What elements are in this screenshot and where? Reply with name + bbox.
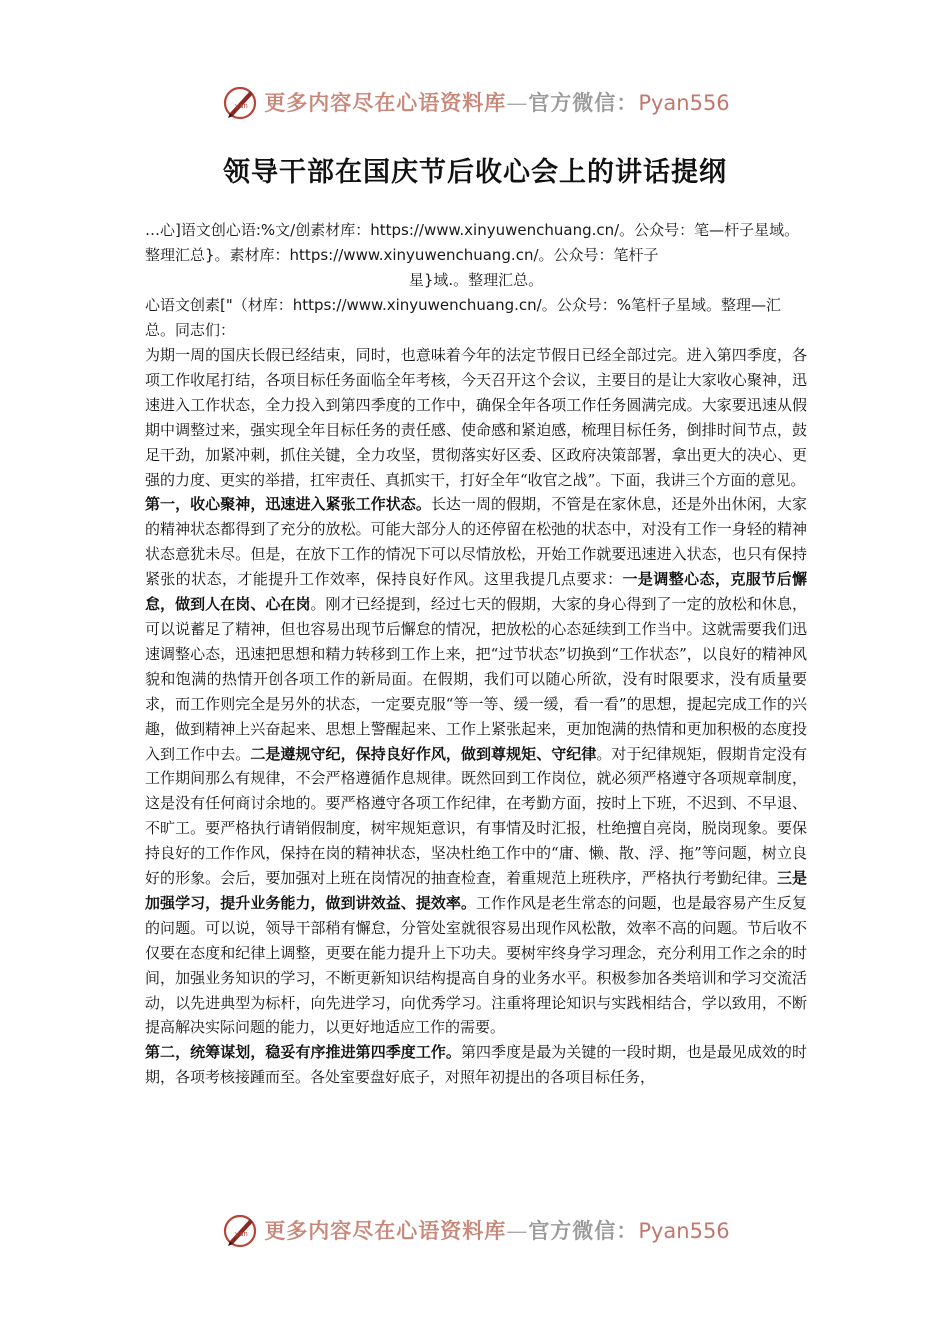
section-one-text: 长达一周的假期，不管是在家休息，还是外出休闲，大家的精神状态都得到了充分的放松。可能大部分人的还停留在松弛的状态中，对没有工作一身轻的精神状态意犹未尽。但是，在放下工作的情况下可以尽情放松，开始工作就要迅速进入状态，也只有保持紧张的状态，才能提升工作效率，保持良好作风。这里我提几点要求： — [145, 495, 807, 589]
banner-weixin-label: 官方微信： — [528, 90, 639, 115]
banner-separator: — — [506, 1219, 529, 1243]
section-two-paragraph — [145, 1040, 807, 1090]
point-three-heading: 三是加强学习，提升业务能力，做到讲效益、提效率。 — [145, 869, 807, 912]
svg-text:yan: yan — [235, 1230, 249, 1238]
section-two-text: 第四季度是最为关键的一段时期，也是最见成效的时期，各项考核接踵而至。各处室要盘好底子，对照年初提出的各项目标任务， — [145, 1043, 807, 1087]
point-one-text: 。刚才已经提到，经过七天的假期，大家的身心得到了一定的放松和休息，可以说蓄足了精神，但也容易出现节后懈怠的情况，把放松的心态延续到工作当中。这就需要我们迅速调整心态，迅速把思想和精力转移到工作上来，把“过节状态”切换到“工作状态”，以良好的精神风貌和饱满的热情开创各项工作的新局面。在假期，我们可以随心所欲，没有时限要求，没有质量要求，而工作则完全是另外的状态，一定要克服“等一等、缓一缓，看一看”的思想，提起完成工作的兴趣，做到精神上兴奋起来、思想上警醒起来、工作上紧张起来，更加饱满的热情和更加积极的态度投入到工作中去。 — [145, 595, 807, 763]
footer-banner — [0, 1208, 950, 1252]
point-three-text: 工作作风是老生常态的问题，也是最容易产生反复的问题。可以说，领导干部稍有懈怠，分管处室就很容易出现作风松散，效率不高的问题。节后收不仅要在态度和纪律上调整，更要在能力提升上下功夫。要树牢终身学习理念，充分利用工作之余的时间，加强业务知识的学习，不断更新知识结构提高自身的业务水平。积极参加各类培训和学习交流活动，以先进典型为标杆，向先进学习，向优秀学习。注重将理论知识与实践相结合，学以致用，不断提高解决实际问题的能力，以更好地适应工作的需要。 — [145, 893, 807, 1037]
section-one-heading: 第一，收心聚神，迅速进入紧张工作状态。 — [145, 495, 431, 514]
pen-logo-icon — [220, 1210, 260, 1250]
banner-text — [264, 87, 729, 117]
svg-text:yan: yan — [235, 102, 249, 110]
document-title: 领导干部在国庆节后收心会上的讲话提纲 — [223, 157, 727, 188]
section-one-paragraph — [145, 492, 807, 1040]
banner-main-text: 更多内容尽在心语资料库 — [264, 90, 507, 115]
source-note-line: …心]语文创心语:%文/创素材库：https://www.xinyuwenchuang.cn/。公众号：笔—杆子星域。整理汇总}。素材库：https://www.xinyuwenchuang.cn/。公众号：笔杆子 — [145, 221, 800, 264]
point-two-text: 。对于纪律规矩，假期肯定没有工作期间那么有规律，不会严格遵循作息规律。既然回到工作岗位，就必须严格遵守各项规章制度，这是没有任何商讨余地的。要严格遵守各项工作纪律，在考勤方面，按时上下班，不迟到、不早退、不旷工。要严格执行请销假制度，树牢规矩意识，有事情及时汇报，杜绝擅自亮岗，脱岗现象。要保持良好的工作作风，保持在岗的精神状态，坚决杜绝工作中的“庸、懒、散、浮、拖”等问题，树立良好的形象。会后，要加强对上班在岗情况的抽查检查，着重规范上班秩序，严格执行考勤纪律。 — [145, 744, 807, 888]
banner-main-text: 更多内容尽在心语资料库 — [264, 1218, 507, 1243]
banner-wechat-id: Pyan556 — [638, 91, 730, 115]
banner-text — [264, 1215, 729, 1245]
banner-wechat-id: Pyan556 — [638, 1219, 730, 1243]
banner-separator: — — [506, 91, 529, 115]
source-note-line: 星}域.。整理汇总。 — [408, 271, 544, 289]
point-one-heading: 一是调整心态，克服节后懈怠，做到人在岗、心在岗 — [145, 570, 807, 614]
section-two-heading: 第二，统筹谋划，稳妥有序推进第四季度工作。 — [145, 1043, 461, 1062]
pen-logo-icon — [220, 82, 260, 122]
point-two-heading: 二是遵规守纪，保持良好作风，做到尊规矩、守纪律 — [250, 744, 597, 763]
banner-weixin-label: 官方微信： — [528, 1218, 639, 1243]
source-note-line: 心语文创素["（材库：https://www.xinyuwenchuang.cn/。公众号：%笔杆子星域。整理—汇总。同志们： — [145, 296, 781, 339]
intro-paragraph: 为期一周的国庆长假已经结束，同时，也意味着今年的法定节假日已经全部过完。进入第四季度，各项工作收尾打结，各项目标任务面临全年考核，今天召开这个会议，主要目的是让大家收心聚神，迅速进入工作状态，全力投入到第四季度的工作中，确保全年各项工作任务圆满完成。大家要迅速从假期中调整过来，强实现全年目标任务的责任感、使命感和紧迫感，梳理目标任务，倒排时间节点，鼓足干劲，加紧冲刺，抓住关键，全力攻坚，贯彻落实好区委、区政府决策部署，拿出更大的决心、更强的力度、更实的举措，扛牢责任、真抓实干，打好全年“收官之战”。下面，我讲三个方面的意见。 — [145, 346, 807, 489]
document-body — [145, 218, 807, 1090]
header-banner — [0, 80, 950, 124]
